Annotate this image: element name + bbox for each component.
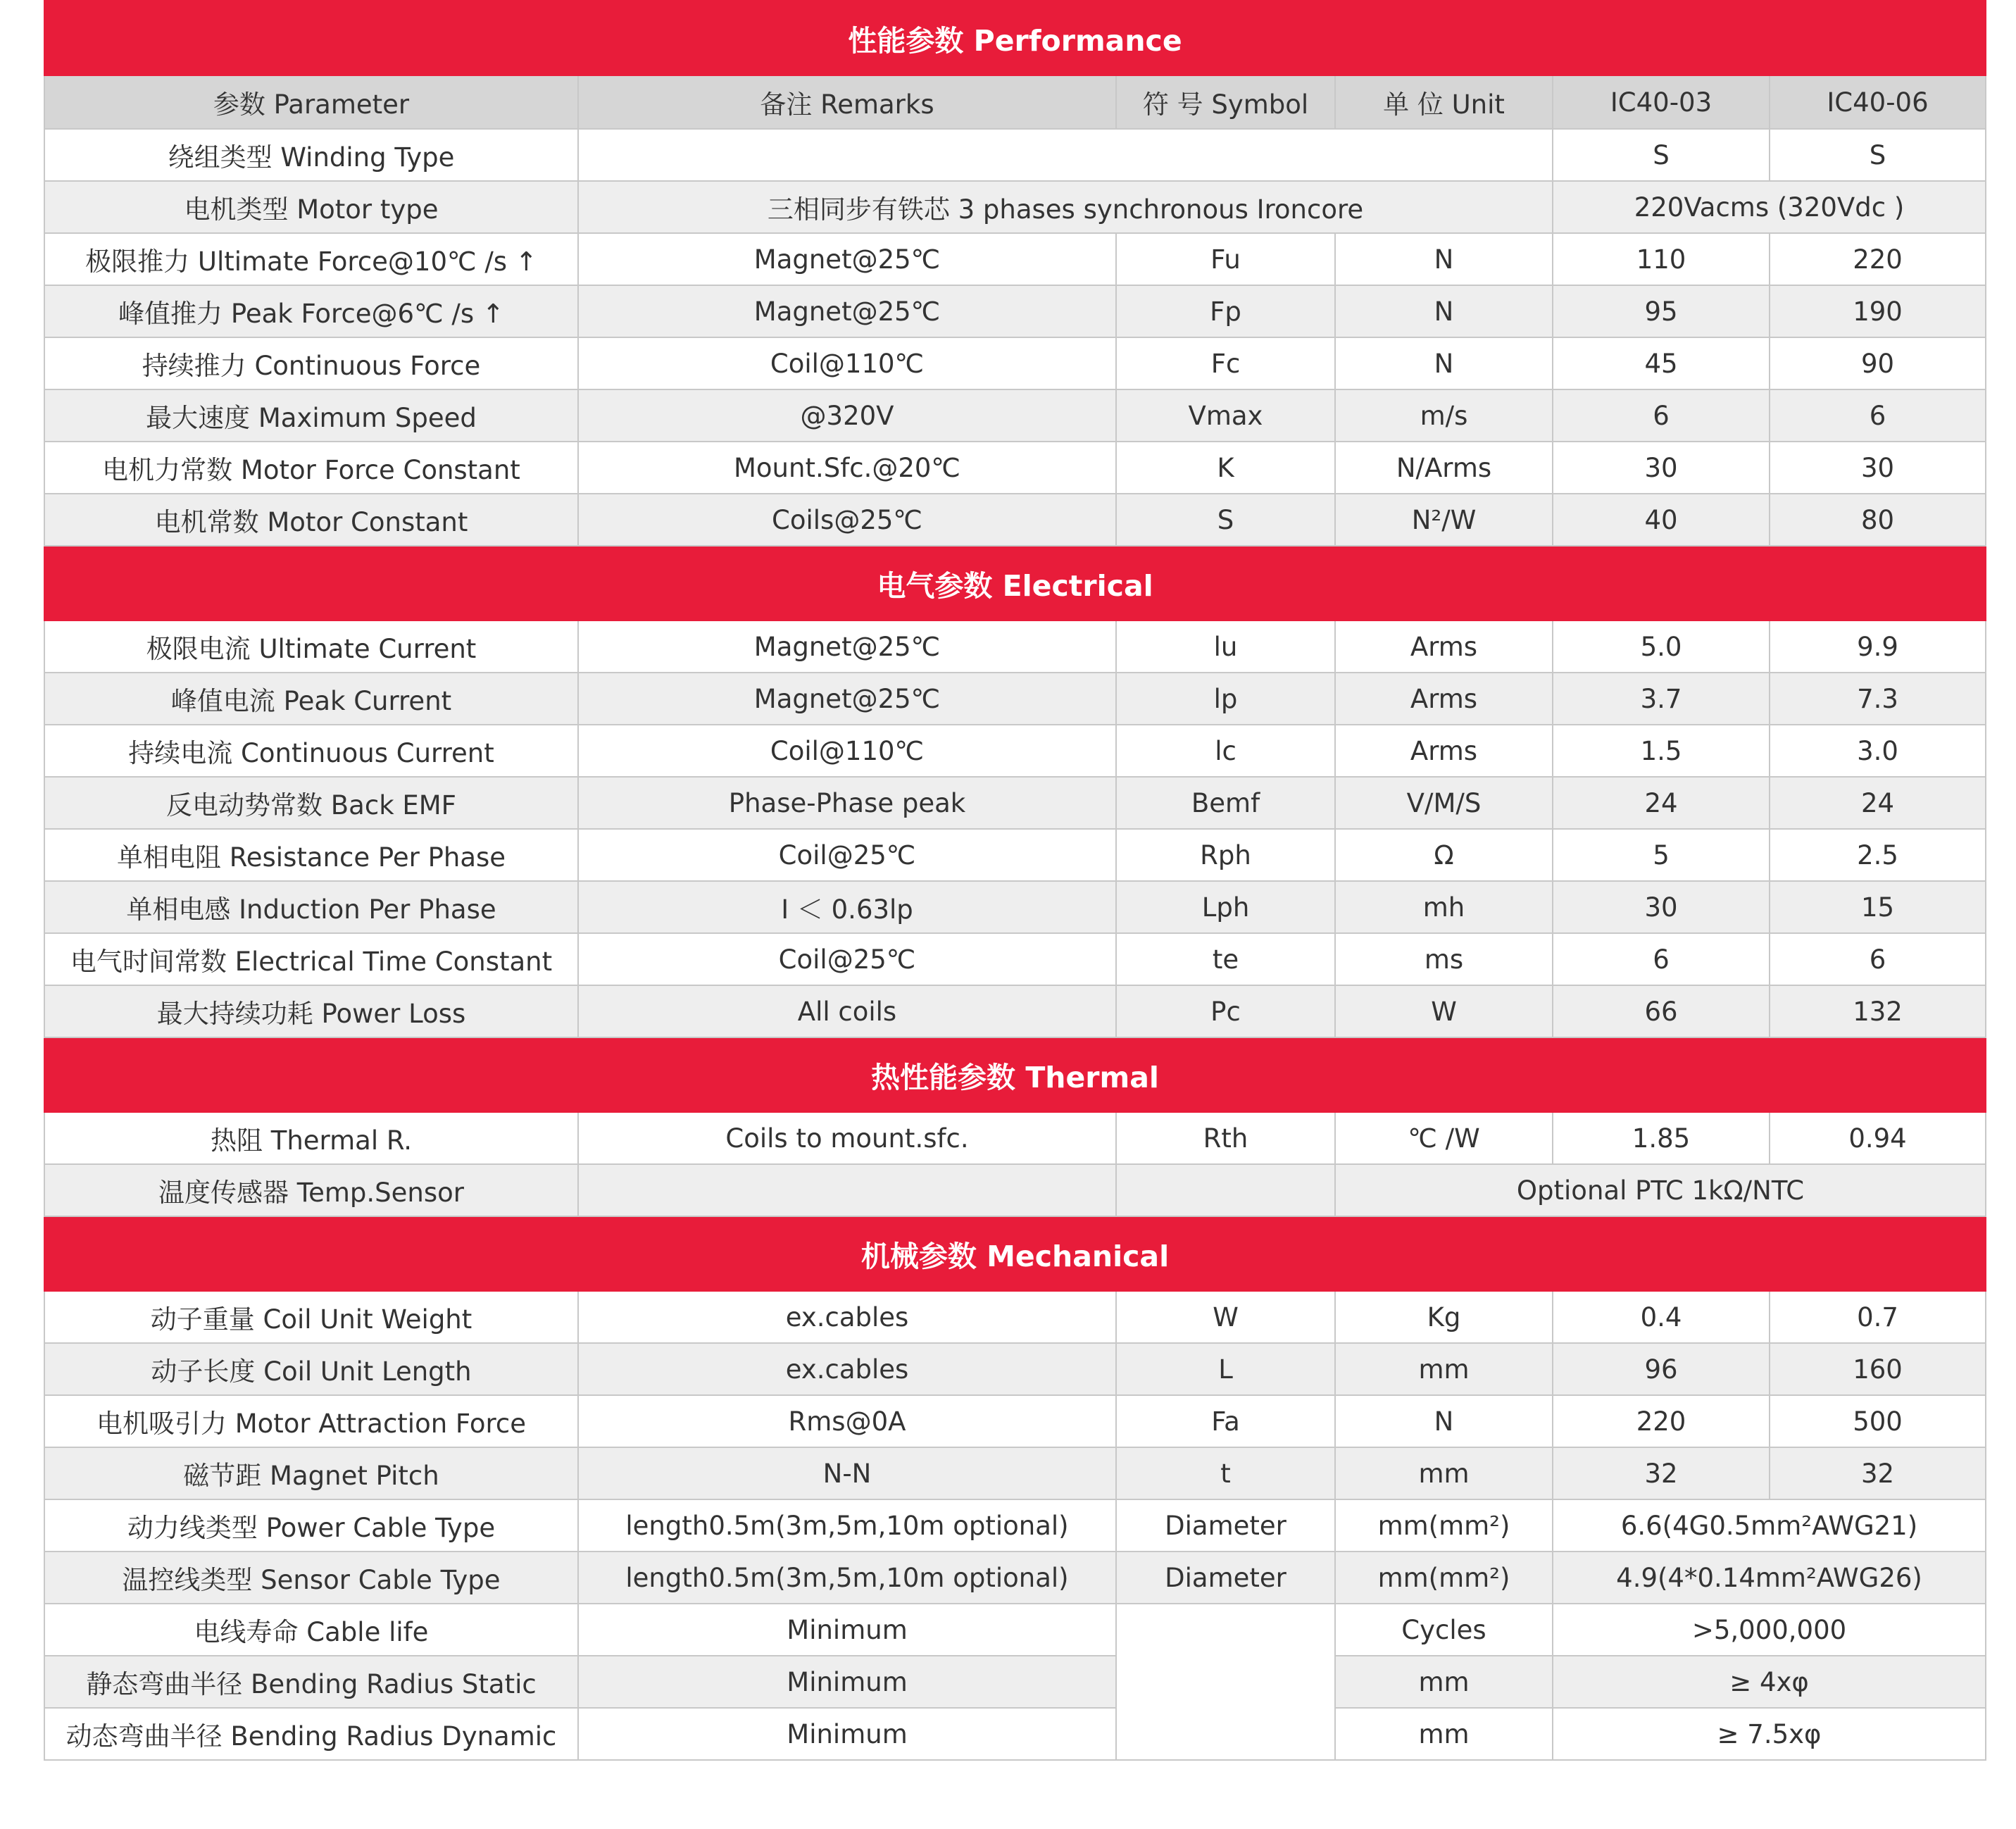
value-cell-2: 2.5 (1770, 829, 1986, 881)
table-row (44, 777, 1986, 829)
value-cell-2: 7.3 (1770, 673, 1986, 725)
unit-cell: N (1335, 233, 1553, 285)
param-cell: 电机吸引力 Motor Attraction Force (44, 1395, 578, 1447)
value-cell-1: 45 (1553, 337, 1770, 389)
section-header-thermal (44, 1037, 1986, 1112)
value-cell-1: 96 (1553, 1343, 1770, 1395)
value-cell-2: 0.7 (1770, 1291, 1986, 1343)
value-cell-2: 15 (1770, 881, 1986, 933)
remarks-cell: Coil@110℃ (578, 725, 1116, 777)
param-cell: 持续电流 Continuous Current (44, 725, 578, 777)
symbol-cell: Vmax (1116, 389, 1335, 442)
remarks-cell: Coil@25℃ (578, 829, 1116, 881)
table-row (44, 181, 1986, 233)
section-header-electrical (44, 546, 1986, 620)
param-cell: 极限电流 Ultimate Current (44, 620, 578, 673)
unit-cell: N (1335, 1395, 1553, 1447)
unit-cell: N (1335, 285, 1553, 337)
table-row (44, 1395, 1986, 1447)
unit-cell: Cycles (1335, 1604, 1553, 1656)
param-cell: 最大速度 Maximum Speed (44, 389, 578, 442)
section-title: 机械参数 Mechanical (44, 1216, 1986, 1291)
param-cell: 极限推力 Ultimate Force@10℃ /s ↑ (44, 233, 578, 285)
value-cell-merged: ≥ 7.5xφ (1553, 1708, 1986, 1760)
remarks-cell: Magnet@25℃ (578, 285, 1116, 337)
value-cell-merged: >5,000,000 (1553, 1604, 1986, 1656)
value-cell-2: 3.0 (1770, 725, 1986, 777)
symbol-cell: Fa (1116, 1395, 1335, 1447)
symbol-cell: lu (1116, 620, 1335, 673)
param-cell: 温控线类型 Sensor Cable Type (44, 1552, 578, 1604)
table-row (44, 1164, 1986, 1216)
param-cell: 峰值推力 Peak Force@6℃ /s ↑ (44, 285, 578, 337)
value-cell-2: 500 (1770, 1395, 1986, 1447)
symbol-cell: lc (1116, 725, 1335, 777)
value-cell-1: 40 (1553, 494, 1770, 546)
value-cell-2: 24 (1770, 777, 1986, 829)
header-model-1: IC40-03 (1553, 75, 1770, 129)
value-cell-1: 66 (1553, 985, 1770, 1037)
symbol-cell: K (1116, 442, 1335, 494)
symbol-cell: te (1116, 933, 1335, 985)
unit-cell: mm (1335, 1708, 1553, 1760)
remarks-cell: Minimum (578, 1604, 1116, 1656)
value-cell-merged: ≥ 4xφ (1553, 1656, 1986, 1708)
value-cell-2: 190 (1770, 285, 1986, 337)
header-unit: 单 位 Unit (1335, 75, 1553, 129)
symbol-cell: L (1116, 1343, 1335, 1395)
value-cell-1: 95 (1553, 285, 1770, 337)
table-row (44, 1343, 1986, 1395)
value-cell-2: 9.9 (1770, 620, 1986, 673)
value-cell-2: S (1770, 129, 1986, 181)
section-title: 电气参数 Electrical (44, 546, 1986, 620)
value-cell-1: 6 (1553, 389, 1770, 442)
value-cell-2: 132 (1770, 985, 1986, 1037)
param-cell: 电线寿命 Cable life (44, 1604, 578, 1656)
table-row (44, 620, 1986, 673)
column-header-row (44, 75, 1986, 129)
value-cell-1: 5.0 (1553, 620, 1770, 673)
remarks-cell: Magnet@25℃ (578, 620, 1116, 673)
value-cell-1: 0.4 (1553, 1291, 1770, 1343)
remarks-cell: Mount.Sfc.@20℃ (578, 442, 1116, 494)
value-cell-1: 110 (1553, 233, 1770, 285)
table-row (44, 1656, 1986, 1708)
section-header-mechanical (44, 1216, 1986, 1291)
remarks-cell: Minimum (578, 1656, 1116, 1708)
value-cell-1: S (1553, 129, 1770, 181)
unit-cell: mm(mm²) (1335, 1499, 1553, 1552)
value-cell-merged: 4.9(4*0.14mm²AWG26) (1553, 1552, 1986, 1604)
value-cell-2: 80 (1770, 494, 1986, 546)
symbol-cell (1116, 1164, 1335, 1216)
value-cell-2: 6 (1770, 389, 1986, 442)
param-cell: 磁节距 Magnet Pitch (44, 1447, 578, 1499)
table-row (44, 233, 1986, 285)
symbol-cell: Pc (1116, 985, 1335, 1037)
table-row (44, 933, 1986, 985)
remarks-cell: length0.5m(3m,5m,10m optional) (578, 1499, 1116, 1552)
unit-cell: mm(mm²) (1335, 1552, 1553, 1604)
value-cell-1: 30 (1553, 442, 1770, 494)
table-row (44, 337, 1986, 389)
table-row (44, 1708, 1986, 1760)
table-row (44, 1291, 1986, 1343)
unit-cell: Arms (1335, 673, 1553, 725)
remarks-cell: Coil@25℃ (578, 933, 1116, 985)
param-cell: 电气时间常数 Electrical Time Constant (44, 933, 578, 985)
value-cell-1: 1.85 (1553, 1112, 1770, 1164)
remarks-cell: N-N (578, 1447, 1116, 1499)
value-cell-2: 0.94 (1770, 1112, 1986, 1164)
symbol-cell: Lph (1116, 881, 1335, 933)
remarks-cell: Phase-Phase peak (578, 777, 1116, 829)
value-cell-2: 30 (1770, 442, 1986, 494)
remarks-cell: All coils (578, 985, 1116, 1037)
unit-cell: Kg (1335, 1291, 1553, 1343)
param-cell: 静态弯曲半径 Bending Radius Static (44, 1656, 578, 1708)
param-cell: 动力线类型 Power Cable Type (44, 1499, 578, 1552)
param-cell: 热阻 Thermal R. (44, 1112, 578, 1164)
param-cell: 持续推力 Continuous Force (44, 337, 578, 389)
section-header-performance (44, 1, 1986, 75)
table-row (44, 1499, 1986, 1552)
remarks-cell: Rms@0A (578, 1395, 1116, 1447)
section-title: 热性能参数 Thermal (44, 1037, 1986, 1112)
unit-cell: mm (1335, 1656, 1553, 1708)
remarks-cell: @320V (578, 389, 1116, 442)
value-cell-1: 24 (1553, 777, 1770, 829)
param-cell: 单相电阻 Resistance Per Phase (44, 829, 578, 881)
remarks-cell: ex.cables (578, 1291, 1116, 1343)
value-cell-2: 32 (1770, 1447, 1986, 1499)
param-cell: 温度传感器 Temp.Sensor (44, 1164, 578, 1216)
unit-cell: ms (1335, 933, 1553, 985)
remarks-cell: ex.cables (578, 1343, 1116, 1395)
value-cell-1: 32 (1553, 1447, 1770, 1499)
table-row (44, 389, 1986, 442)
value-cell-1: 6 (1553, 933, 1770, 985)
table-row (44, 442, 1986, 494)
header-remarks: 备注 Remarks (578, 75, 1116, 129)
unit-cell: N²/W (1335, 494, 1553, 546)
unit-cell: Ω (1335, 829, 1553, 881)
param-cell: 电机常数 Motor Constant (44, 494, 578, 546)
param-cell: 单相电感 Induction Per Phase (44, 881, 578, 933)
spec-table (44, 0, 1986, 1761)
value-cell-1: 30 (1553, 881, 1770, 933)
unit-cell: mm (1335, 1447, 1553, 1499)
remarks-cell: Magnet@25℃ (578, 233, 1116, 285)
unit-cell: W (1335, 985, 1553, 1037)
unit-cell: mm (1335, 1343, 1553, 1395)
symbol-cell: Diameter (1116, 1552, 1335, 1604)
symbol-cell: Fu (1116, 233, 1335, 285)
value-cell-1: 5 (1553, 829, 1770, 881)
table-row (44, 285, 1986, 337)
symbol-cell: lp (1116, 673, 1335, 725)
table-row (44, 1447, 1986, 1499)
value-cell-1: 1.5 (1553, 725, 1770, 777)
param-cell: 最大持续功耗 Power Loss (44, 985, 578, 1037)
remarks-cell: Coil@110℃ (578, 337, 1116, 389)
remarks-cell: Magnet@25℃ (578, 673, 1116, 725)
table-row (44, 881, 1986, 933)
remarks-cell: Coils to mount.sfc. (578, 1112, 1116, 1164)
value-cell-merged: 220Vacms (320Vdc ) (1553, 181, 1986, 233)
symbol-cell: Bemf (1116, 777, 1335, 829)
table-row (44, 1604, 1986, 1656)
remarks-cell: 三相同步有铁芯 3 phases synchronous Ironcore (578, 181, 1553, 233)
value-cell-2: 90 (1770, 337, 1986, 389)
value-cell-merged: Optional PTC 1kΩ/NTC (1335, 1164, 1986, 1216)
value-cell-2: 6 (1770, 933, 1986, 985)
header-model-2: IC40-06 (1770, 75, 1986, 129)
value-cell-1: 3.7 (1553, 673, 1770, 725)
table-row (44, 1552, 1986, 1604)
unit-cell: ℃ /W (1335, 1112, 1553, 1164)
symbol-cell-empty (1116, 1604, 1335, 1760)
unit-cell: N/Arms (1335, 442, 1553, 494)
symbol-cell: Fc (1116, 337, 1335, 389)
header-symbol: 符 号 Symbol (1116, 75, 1335, 129)
remarks-cell (578, 1164, 1116, 1216)
remarks-cell: Minimum (578, 1708, 1116, 1760)
param-cell: 动态弯曲半径 Bending Radius Dynamic (44, 1708, 578, 1760)
symbol-cell: Rth (1116, 1112, 1335, 1164)
remarks-cell: Coils@25℃ (578, 494, 1116, 546)
table-row (44, 829, 1986, 881)
param-cell: 动子长度 Coil Unit Length (44, 1343, 578, 1395)
param-cell: 反电动势常数 Back EMF (44, 777, 578, 829)
remarks-cell: length0.5m(3m,5m,10m optional) (578, 1552, 1116, 1604)
value-cell-1: 220 (1553, 1395, 1770, 1447)
param-cell: 电机力常数 Motor Force Constant (44, 442, 578, 494)
table-row (44, 1112, 1986, 1164)
symbol-cell: Rph (1116, 829, 1335, 881)
unit-cell: mh (1335, 881, 1553, 933)
unit-cell: Arms (1335, 725, 1553, 777)
unit-cell: N (1335, 337, 1553, 389)
remarks-cell (578, 129, 1553, 181)
table-row (44, 494, 1986, 546)
unit-cell: V/M/S (1335, 777, 1553, 829)
table-row (44, 129, 1986, 181)
param-cell: 绕组类型 Winding Type (44, 129, 578, 181)
param-cell: 动子重量 Coil Unit Weight (44, 1291, 578, 1343)
symbol-cell: W (1116, 1291, 1335, 1343)
param-cell: 峰值电流 Peak Current (44, 673, 578, 725)
table-row (44, 985, 1986, 1037)
value-cell-2: 160 (1770, 1343, 1986, 1395)
symbol-cell: S (1116, 494, 1335, 546)
table-row (44, 725, 1986, 777)
value-cell-2: 220 (1770, 233, 1986, 285)
section-title: 性能参数 Performance (44, 1, 1986, 75)
value-cell-merged: 6.6(4G0.5mm²AWG21) (1553, 1499, 1986, 1552)
symbol-cell: Fp (1116, 285, 1335, 337)
unit-cell: Arms (1335, 620, 1553, 673)
symbol-cell: Diameter (1116, 1499, 1335, 1552)
remarks-cell: I ＜ 0.63lp (578, 881, 1116, 933)
symbol-cell: t (1116, 1447, 1335, 1499)
header-parameter: 参数 Parameter (44, 75, 578, 129)
table-row (44, 673, 1986, 725)
unit-cell: m/s (1335, 389, 1553, 442)
param-cell: 电机类型 Motor type (44, 181, 578, 233)
